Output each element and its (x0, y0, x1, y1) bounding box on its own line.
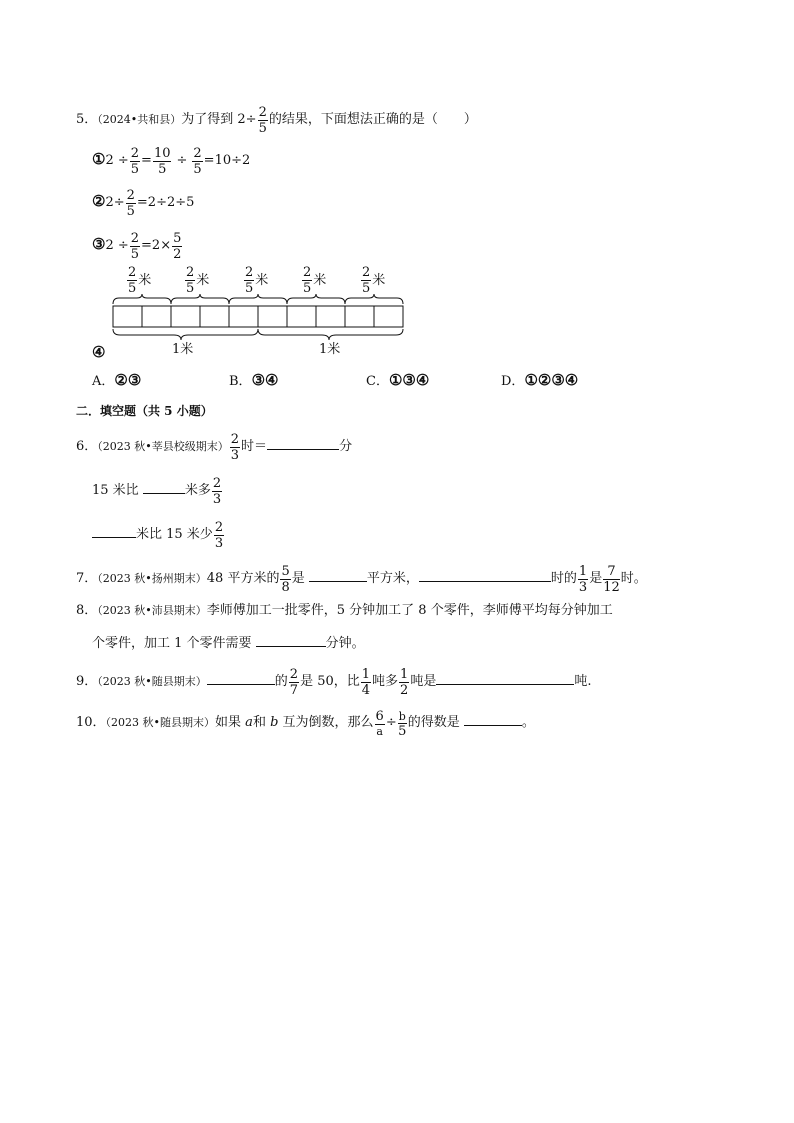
opt1-frac-2: $\frac{10}{5}$ (153, 146, 171, 177)
choice-b-letter: B． (229, 374, 252, 389)
q10-line (76, 710, 535, 738)
q7-blank-2[interactable] (419, 570, 551, 582)
circle-4-mark: ④ (92, 343, 106, 361)
q7-frac-1: $\frac{5}{8}$ (281, 564, 290, 595)
q10-text-b: 和 (252, 715, 271, 730)
q6-l2-text-a: 15 米比 (92, 483, 143, 498)
q7-text-b: 是 (291, 571, 309, 586)
q8-line-2 (92, 635, 365, 650)
q10-var-b: b (270, 715, 279, 730)
q9-frac-3: $\frac{1}{2}$ (400, 667, 409, 698)
q5-number: 5． (76, 112, 98, 127)
q5-stem-text-a: 为了得到 2÷ (181, 112, 257, 127)
q6-source: （2023 秋•莘县校级期末） (97, 440, 229, 453)
diagram-unit: 米 (255, 273, 269, 288)
choice-c-text: ①③④ (388, 371, 430, 389)
diagram-frac: $\frac{2}{5}$ (245, 265, 254, 296)
diagram-frac: $\frac{2}{5}$ (362, 265, 371, 296)
q7-frac-2: $\frac{1}{3}$ (578, 564, 588, 595)
section-title: 二．填空题（共 5 小题） (76, 404, 213, 418)
diagram-unit: 米 (138, 273, 152, 288)
q6-blank-2[interactable] (143, 482, 185, 494)
q6-line-3 (92, 521, 225, 550)
q10-var-a: a (245, 715, 253, 730)
q9-source: （2023 秋•随县期末） (97, 675, 207, 688)
q6-line-2 (92, 477, 223, 506)
opt1-part1: 2 ÷ (105, 153, 129, 168)
opt1-eq: = (141, 153, 152, 168)
q9-text-c: 吨多 (372, 674, 399, 689)
choice-d[interactable] (501, 373, 578, 388)
q7-number: 7． (76, 571, 98, 586)
q6-text-b: 分 (339, 439, 353, 454)
q9-blank-1[interactable] (207, 673, 275, 685)
q7-text-c: 平方米， (366, 571, 419, 586)
q9-text-e: 吨. (574, 674, 592, 689)
q6-frac-2: $\frac{2}{3}$ (212, 476, 222, 507)
circle-1-mark: ① (92, 150, 106, 168)
choice-c[interactable] (366, 373, 429, 388)
opt3-part1: 2 ÷ (105, 238, 129, 253)
q6-blank-1[interactable] (267, 438, 339, 450)
circle-3-mark: ③ (92, 235, 106, 253)
q7-text-a: 48 平方米的 (206, 571, 280, 586)
q6-text-a: 时＝ (241, 439, 268, 454)
q7-text-f: 时。 (620, 571, 647, 586)
choice-d-letter: D． (501, 374, 525, 389)
q9-frac-2: $\frac{1}{4}$ (361, 667, 371, 698)
q8-text-1: 李师傅加工一批零件，5 分钟加工了 8 个零件，李师傅平均每分钟加工 (206, 603, 613, 618)
opt2-frac-1: $\frac{2}{5}$ (126, 188, 135, 219)
q9-text-b: 是 50，比 (300, 674, 360, 689)
q10-blank-1[interactable] (464, 714, 522, 726)
q7-text-e: 是 (589, 571, 603, 586)
q10-text-d: 的得数是 (407, 715, 464, 730)
diagram-bottom-label-2: 1米 (319, 342, 341, 357)
opt1-frac-3: $\frac{2}{5}$ (193, 146, 202, 177)
q9-blank-2[interactable] (436, 673, 574, 685)
q9-text-a: 的 (274, 674, 288, 689)
q10-text-e: 。 (521, 715, 535, 730)
q8-blank-1[interactable] (256, 635, 326, 647)
diagram-frac: $\frac{2}{5}$ (128, 265, 137, 296)
opt2-tail: =2÷2÷5 (136, 195, 195, 210)
q8-text-2b: 分钟。 (325, 636, 365, 651)
choice-b-text: ③④ (251, 371, 279, 389)
q8-text-2a: 个零件，加工 1 个零件需要 (92, 636, 256, 651)
q10-div: ÷ (385, 715, 397, 730)
opt1-div: ÷ (176, 153, 188, 168)
choice-d-text: ①②③④ (524, 371, 579, 389)
q5-source: （2024•共和县） (97, 113, 182, 126)
q6-l3-text: 米比 15 米少 (136, 527, 213, 542)
choice-a-text: ②③ (114, 371, 142, 389)
choice-b[interactable] (229, 373, 278, 388)
choice-a[interactable] (92, 373, 141, 388)
choice-c-letter: C． (366, 374, 389, 389)
opt1-tail: =10÷2 (203, 153, 251, 168)
q6-line-1 (76, 433, 352, 462)
q6-frac-3: $\frac{2}{3}$ (214, 520, 224, 551)
q6-frac-1: $\frac{2}{3}$ (230, 432, 240, 463)
diagram-frac: $\frac{2}{5}$ (186, 265, 195, 296)
q10-frac-1: $\frac{6}{a}$ (375, 709, 384, 738)
diagram-unit: 米 (313, 273, 327, 288)
q7-line (76, 565, 647, 594)
q10-number: 10． (76, 715, 106, 730)
q7-text-d: 时的 (550, 571, 577, 586)
q8-source: （2023 秋•沛县期末） (97, 604, 207, 617)
diagram-unit: 米 (196, 273, 210, 288)
q7-blank-1[interactable] (309, 570, 367, 582)
q8-line-1 (76, 604, 613, 617)
choice-a-letter: A． (92, 374, 115, 389)
opt2-part1: 2÷ (105, 195, 125, 210)
q6-blank-3[interactable] (92, 526, 136, 538)
q9-number: 9． (76, 674, 98, 689)
q9-text-d: 吨是 (410, 674, 437, 689)
q6-l2-text-b: 米多 (184, 483, 211, 498)
diagram-unit: 米 (372, 273, 386, 288)
q10-text-a: 如果 (215, 715, 246, 730)
q10-source: （2023 秋•随县期末） (105, 716, 216, 729)
opt3-mid: =2× (141, 238, 172, 253)
q6-number: 6． (76, 439, 98, 454)
opt3-frac-1: $\frac{2}{5}$ (130, 231, 140, 262)
q10-frac-2: $\frac{b}{5}$ (398, 710, 407, 739)
q5-stem-fraction: $\frac{2}{5}$ (258, 105, 267, 136)
opt3-frac-2: $\frac{5}{2}$ (173, 231, 182, 262)
q9-line (76, 668, 591, 697)
opt1-frac-1: $\frac{2}{5}$ (130, 146, 140, 177)
q7-source: （2023 秋•扬州期末） (97, 572, 207, 585)
diagram-frac: $\frac{2}{5}$ (303, 265, 312, 296)
q10-text-c: 互为倒数，那么 (278, 715, 374, 730)
diagram-bottom-label-1: 1米 (172, 342, 194, 357)
q7-frac-3: $\frac{7}{12}$ (603, 564, 620, 595)
q8-number: 8． (76, 603, 98, 618)
circle-2-mark: ② (92, 192, 106, 210)
q9-frac-1: $\frac{2}{7}$ (289, 667, 299, 698)
q5-stem-text-b: 的结果，下面想法正确的是（ ） (268, 112, 477, 127)
